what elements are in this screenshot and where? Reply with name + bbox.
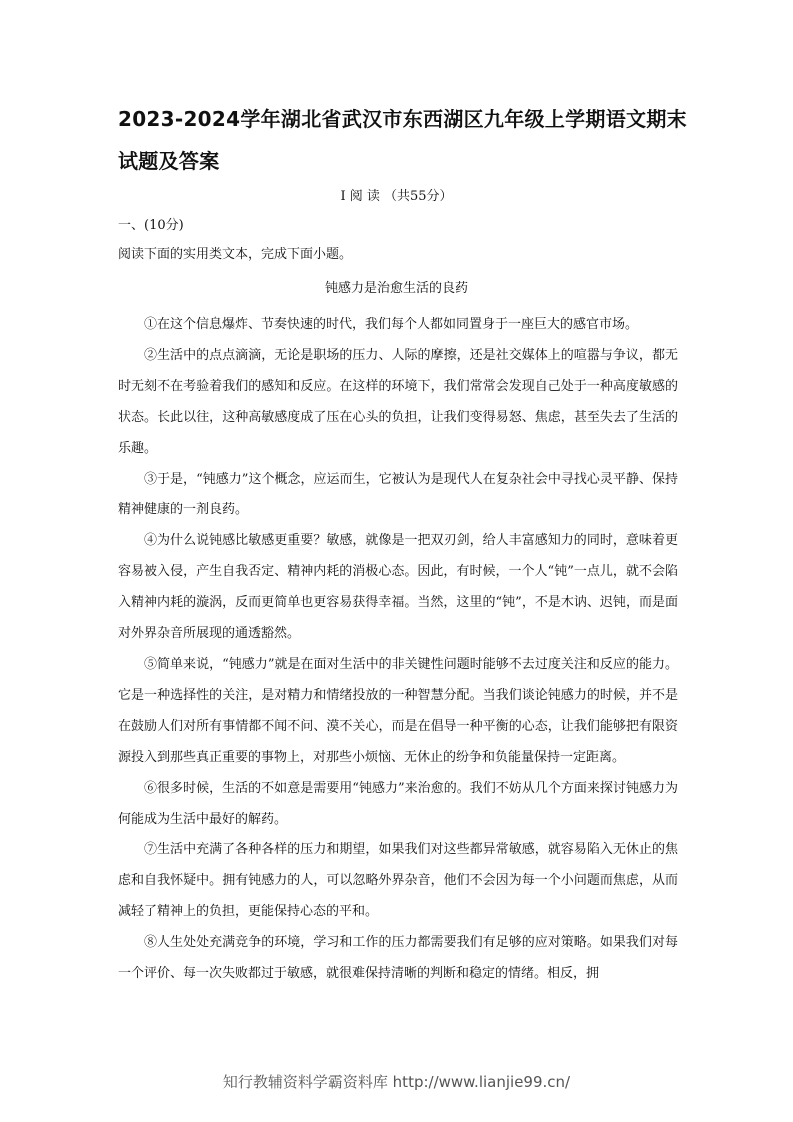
article-body	[118, 310, 678, 990]
part-label: 一、(10分)	[118, 218, 184, 233]
instruction-text: 阅读下面的实用类文本，完成下面小题。	[118, 247, 353, 262]
paragraph-4: ④为什么说钝感比敏感更重要？敏感，就像是一把双刃剑，给人丰富感知力的同时，意味着更容易被入侵，产生自我否定、精神内耗的消极心态。因此，有时候，一个人“钝”一点儿，就不会陷入精神内耗的漩涡，反而更简单也更容易获得幸福。当然，这里的“钝”，不是木讷、迟钝，而是面对外界杂音所展现的通透豁然。	[118, 533, 678, 642]
paragraph-2: ②生活中的点点滴滴，无论是职场的压力、人际的摩擦，还是社交媒体上的喧嚣与争议，都无时无刻不在考验着我们的感知和反应。在这样的环境下，我们常常会发现自己处于一种高度敏感的状态。长此以往，这种高敏感度成了压在心头的负担，让我们变得易怒、焦虑，甚至失去了生活的乐趣。	[118, 347, 678, 456]
footer-watermark: 知行教辅资料学霸资料库 http://www.lianjie99.cn/	[222, 1073, 571, 1091]
paragraph-8: ⑧人生处处充满竞争的环境，学习和工作的压力都需要我们有足够的应对策略。如果我们对每一个评价、每一次失败都过于敏感，就很难保持清晰的判断和稳定的情绪。相反，拥	[118, 935, 678, 982]
section-heading: I 阅 读 （共55分）	[340, 189, 453, 204]
article-title: 钝感力是治愈生活的良药	[324, 281, 468, 296]
paragraph-5: ⑤简单来说，“钝感力”就是在面对生活中的非关键性问题时能够不去过度关注和反应的能力。它是一种选择性的关注，是对精力和情绪投放的一种智慧分配。当我们谈论钝感力的时候，并不是在鼓励人们对所有事情都不闻不问、漠不关心，而是在倡导一种平衡的心态，让我们能够把有限资源投入到那些真正重要的事物上，对那些小烦恼、无休止的纷争和负能量保持一定距离。	[118, 656, 678, 765]
document-title: 2023-2024学年湖北省武汉市东西湖区九年级上学期语文期末试题及答案	[118, 107, 687, 173]
paragraph-7: ⑦生活中充满了各种各样的压力和期望，如果我们对这些都异常敏感，就容易陷入无休止的焦虑和自我怀疑中。拥有钝感力的人，可以忽略外界杂音，他们不会因为每一个小问题而焦虑，从而减轻了精神上的负担，更能保持心态的平和。	[118, 842, 678, 920]
paragraph-1: ①在这个信息爆炸、节奏快速的时代，我们每个人都如同置身于一座巨大的感官市场。	[144, 317, 639, 332]
paragraph-3: ③于是，“钝感力”这个概念，应运而生，它被认为是现代人在复杂社会中寻找心灵平静、保持精神健康的一剂良药。	[118, 471, 678, 518]
paragraph-6: ⑥很多时候，生活的不如意是需要用“钝感力”来治愈的。我们不妨从几个方面来探讨钝感力为何能成为生活中最好的解药。	[118, 780, 678, 827]
